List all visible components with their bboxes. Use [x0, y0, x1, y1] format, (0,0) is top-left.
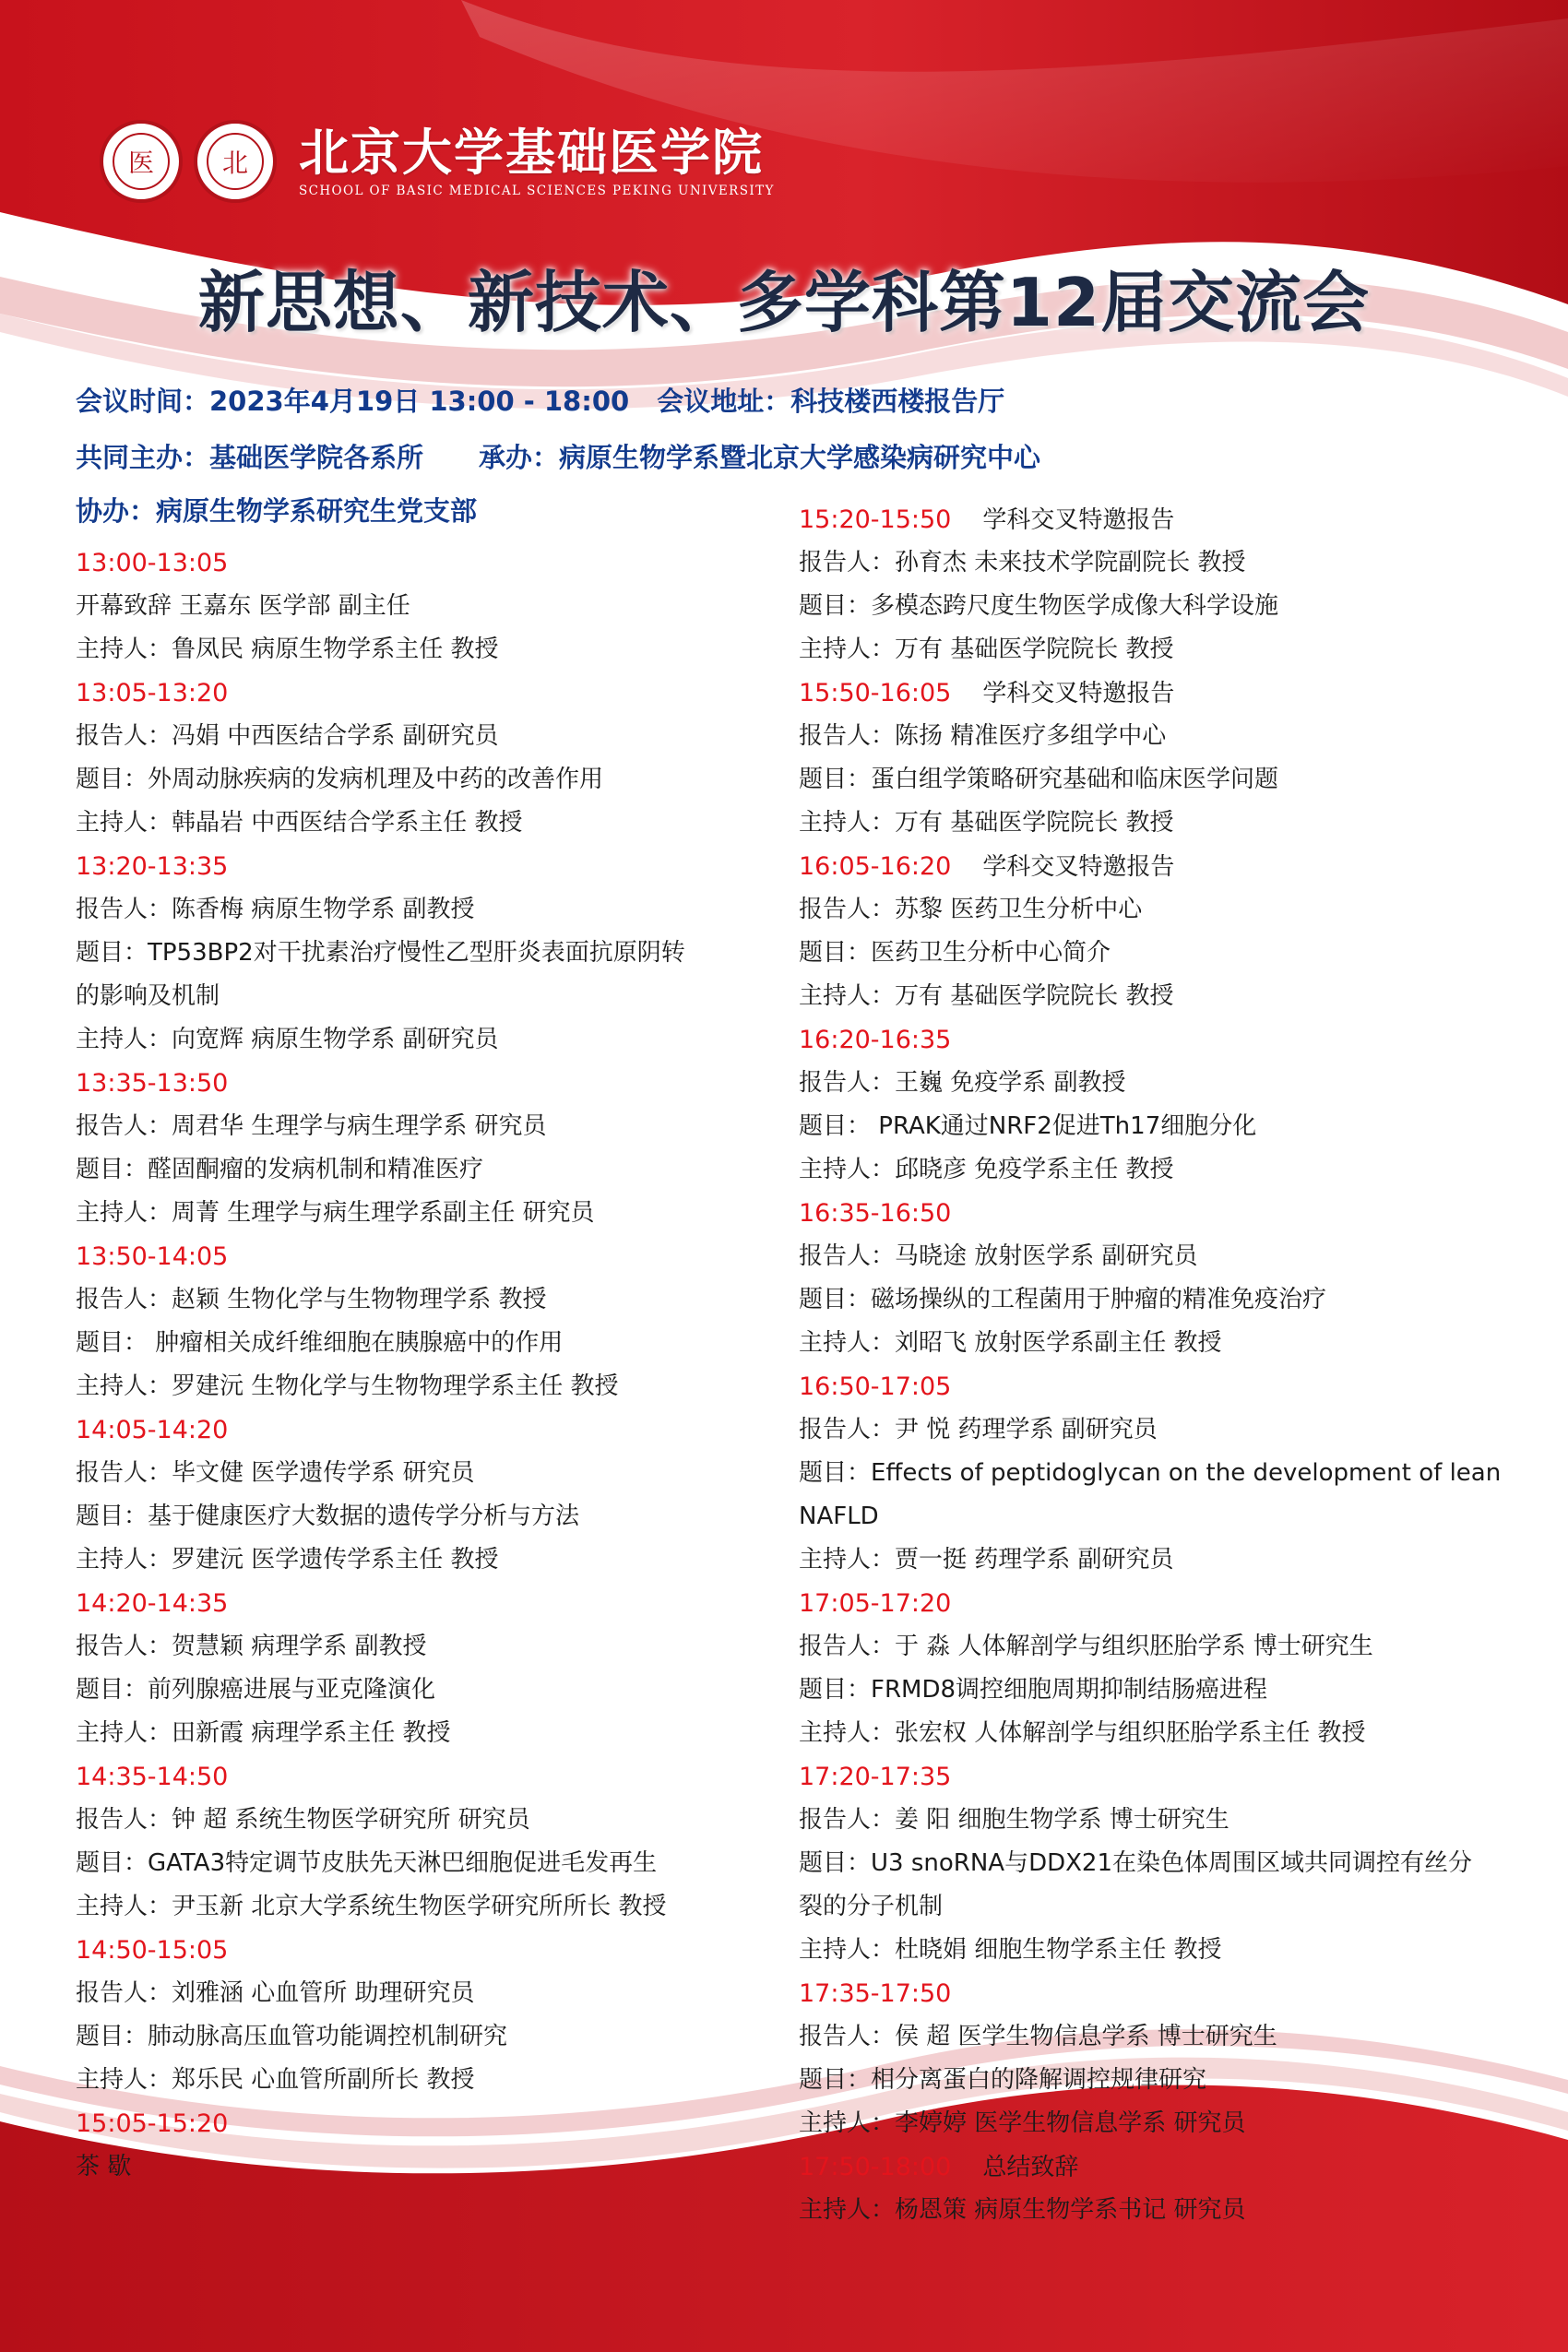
session-line: 报告人：周君华 生理学与病生理学系 研究员 — [76, 1112, 547, 1140]
session-time — [799, 2145, 1527, 2189]
session-line: NAFLD — [799, 1503, 879, 1530]
session-line: 报告人：王巍 免疫学系 副教授 — [799, 1069, 1126, 1097]
session-time — [76, 1062, 758, 1105]
session-time-range: 13:20-13:35 — [76, 852, 229, 881]
session-line: 报告人：于 淼 人体解剖学与组织胚胎学系 博士研究生 — [799, 1633, 1373, 1660]
session-line: 题目：多模态跨尺度生物医学成像大科学设施 — [799, 592, 1279, 620]
schedule-right-column — [799, 498, 1527, 2232]
session-line: 主持人：杨恩策 病原生物学系书记 研究员 — [799, 2196, 1246, 2224]
session-line: 题目： 肿瘤相关成纤维细胞在胰腺癌中的作用 — [76, 1329, 564, 1357]
schedule-left-column — [76, 541, 758, 2189]
session-line: 题目：醛固酮瘤的发病机制和精准医疗 — [76, 1156, 484, 1183]
brand — [299, 125, 775, 198]
session-time — [76, 1582, 758, 1625]
session-line: 主持人：罗建沅 医学遗传学系主任 教授 — [76, 1546, 499, 1574]
session-time — [799, 1755, 1527, 1799]
session-line: 主持人：周菁 生理学与病生理学系副主任 研究员 — [76, 1199, 595, 1227]
session-line: 主持人：万有 基础医学院院长 教授 — [799, 636, 1174, 663]
session-tag: 学科交叉特邀报告 — [982, 853, 1175, 881]
pku-logo-icon: 北 — [194, 120, 277, 203]
session-line: 开幕致辞 王嘉东 医学部 副主任 — [76, 592, 410, 620]
session-line: 主持人：贾一挺 药理学系 副研究员 — [799, 1546, 1174, 1574]
session-line: 题目：外周动脉疾病的发病机理及中药的改善作用 — [76, 766, 604, 793]
session-line: 的影响及机制 — [76, 982, 220, 1010]
session-line: 报告人：尹 悦 药理学系 副研究员 — [799, 1416, 1158, 1443]
session-time — [76, 1755, 758, 1799]
session-time-range: 17:05-17:20 — [799, 1589, 952, 1618]
session-time — [76, 2102, 758, 2145]
session-line: 报告人：侯 超 医学生物信息学系 博士研究生 — [799, 2023, 1277, 2050]
session-line: 主持人：邱晓彦 免疫学系主任 教授 — [799, 1156, 1174, 1183]
session-time-range: 14:50-15:05 — [76, 1936, 229, 1965]
header — [100, 111, 775, 212]
session-time — [799, 498, 1527, 541]
session-time — [799, 1365, 1527, 1408]
session-line: 主持人：万有 基础医学院院长 教授 — [799, 982, 1174, 1010]
session-time-range: 13:35-13:50 — [76, 1069, 229, 1098]
session-line: 题目：磁场操纵的工程菌用于肿瘤的精准免疫治疗 — [799, 1286, 1327, 1313]
brand-name-en: SCHOOL OF BASIC MEDICAL SCIENCES PEKING UNIVERSITY — [299, 184, 775, 198]
session-time — [799, 671, 1527, 715]
session-time-range: 16:50-17:05 — [799, 1372, 952, 1401]
session-tag: 学科交叉特邀报告 — [982, 680, 1175, 707]
session-time-range: 13:00-13:05 — [76, 549, 229, 577]
undertaker: 承办：病原生物学系暨北京大学感染病研究中心 — [479, 442, 1041, 473]
session-line: 报告人：贺慧颖 病理学系 副教授 — [76, 1633, 427, 1660]
session-line: 题目：肺动脉高压血管功能调控机制研究 — [76, 2023, 508, 2050]
session-tag: 总结致辞 — [982, 2154, 1079, 2181]
session-line: 主持人：鲁凤民 病原生物学系主任 教授 — [76, 636, 499, 663]
session-line: 报告人：马晓途 放射医学系 副研究员 — [799, 1242, 1198, 1270]
session-time-range: 14:20-14:35 — [76, 1589, 229, 1618]
session-line: 报告人：刘雅涵 心血管所 助理研究员 — [76, 1979, 475, 2007]
session-line: 主持人：张宏权 人体解剖学与组织胚胎学系主任 教授 — [799, 1719, 1366, 1747]
session-time-range: 14:35-14:50 — [76, 1763, 229, 1791]
session-line: 报告人：孙育杰 未来技术学院副院长 教授 — [799, 549, 1246, 576]
session-line: 题目：蛋白组学策略研究基础和临床医学问题 — [799, 766, 1279, 793]
co-organizer: 协办：病原生物学系研究生党支部 — [76, 495, 478, 527]
session-time — [76, 1929, 758, 1972]
session-line: 茶 歇 — [76, 2153, 132, 2180]
session-line: 报告人：钟 超 系统生物医学研究所 研究员 — [76, 1806, 530, 1834]
session-line: 裂的分子机制 — [799, 1893, 944, 1920]
session-time-range: 15:05-15:20 — [76, 2109, 229, 2138]
organizers — [76, 437, 1040, 475]
session-line: 主持人：向宽辉 病原生物学系 副研究员 — [76, 1026, 499, 1053]
session-line: 主持人：田新霞 病理学系主任 教授 — [76, 1719, 451, 1747]
session-line: 主持人：韩晶岩 中西医结合学系主任 教授 — [76, 809, 523, 837]
session-time-range: 13:50-14:05 — [76, 1242, 229, 1271]
session-line: 报告人：陈扬 精准医疗多组学中心 — [799, 722, 1167, 750]
meeting-time-location — [76, 381, 1004, 419]
session-time — [76, 671, 758, 715]
session-tag: 学科交叉特邀报告 — [982, 506, 1175, 534]
session-line: 报告人：姜 阳 细胞生物学系 博士研究生 — [799, 1806, 1229, 1834]
session-time — [76, 1235, 758, 1278]
session-line: 题目：U3 snoRNA与DDX21在染色体周围区域共同调控有丝分 — [799, 1849, 1473, 1877]
session-time — [799, 1192, 1527, 1235]
session-time — [76, 845, 758, 888]
session-time-range: 17:20-17:35 — [799, 1763, 952, 1791]
session-line: 题目：相分离蛋白的降解调控规律研究 — [799, 2066, 1207, 2094]
page-title: 新思想、新技术、多学科第12届交流会 — [197, 264, 1371, 341]
session-line: 题目：TP53BP2对干扰素治疗慢性乙型肝炎表面抗原阴转 — [76, 939, 685, 967]
session-time — [76, 541, 758, 585]
session-line: 报告人：赵颖 生物化学与生物物理学系 教授 — [76, 1286, 547, 1313]
brand-name-cn: 北京大学基础医学院 — [299, 123, 764, 182]
session-line: 报告人：陈香梅 病原生物学系 副教授 — [76, 896, 475, 923]
session-line: 题目：医药卫生分析中心简介 — [799, 939, 1111, 967]
session-line: 报告人：苏黎 医药卫生分析中心 — [799, 896, 1143, 923]
session-line: 主持人：李婷婷 医学生物信息学系 研究员 — [799, 2109, 1246, 2137]
session-time-range: 16:35-16:50 — [799, 1199, 952, 1228]
session-time-range: 16:20-16:35 — [799, 1026, 952, 1054]
session-line: 题目：Effects of peptidoglycan on the development of lean — [799, 1459, 1502, 1487]
meeting-time: 会议时间：2023年4月19日 13:00 - 18:00 — [76, 386, 630, 417]
meeting-location: 会议地址：科技楼西楼报告厅 — [657, 386, 1005, 417]
session-time — [76, 1408, 758, 1452]
session-line: 主持人：刘昭飞 放射医学系副主任 教授 — [799, 1329, 1222, 1357]
session-line: 题目：FRMD8调控细胞周期抑制结肠癌进程 — [799, 1676, 1268, 1704]
session-line: 主持人：郑乐民 心血管所副所长 教授 — [76, 2066, 475, 2094]
session-time-range: 13:05-13:20 — [76, 679, 229, 707]
session-time — [799, 1018, 1527, 1062]
session-time-range: 16:05-16:20 — [799, 852, 952, 881]
session-time-range: 15:50-16:05 — [799, 679, 952, 707]
session-line: 主持人：罗建沅 生物化学与生物物理学系主任 教授 — [76, 1372, 619, 1400]
session-time-range: 17:35-17:50 — [799, 1979, 952, 2008]
session-line: 报告人：毕文健 医学遗传学系 研究员 — [76, 1459, 475, 1487]
session-time — [799, 1582, 1527, 1625]
session-line: 主持人：万有 基础医学院院长 教授 — [799, 809, 1174, 837]
session-line: 题目：基于健康医疗大数据的遗传学分析与方法 — [76, 1503, 580, 1530]
session-line: 题目：前列腺癌进展与亚克隆演化 — [76, 1676, 436, 1704]
session-line: 主持人：杜晓娟 细胞生物学系主任 教授 — [799, 1936, 1222, 1964]
session-time-range: 14:05-14:20 — [76, 1416, 229, 1444]
session-time — [799, 845, 1527, 888]
session-line: 题目： PRAK通过NRF2促进Th17细胞分化 — [799, 1112, 1257, 1140]
co-hosts: 共同主办：基础医学院各系所 — [76, 442, 424, 473]
session-line: 报告人：冯娟 中西医结合学系 副研究员 — [76, 722, 499, 750]
medical-logo-icon: 医 — [100, 120, 183, 203]
session-line: 题目：GATA3特定调节皮肤先天淋巴细胞促进毛发再生 — [76, 1849, 658, 1877]
session-time — [799, 1972, 1527, 2015]
session-time-range: 17:50-18:00 — [799, 2153, 952, 2181]
session-line: 主持人：尹玉新 北京大学系统生物医学研究所所长 教授 — [76, 1893, 667, 1920]
session-time-range: 15:20-15:50 — [799, 505, 952, 534]
